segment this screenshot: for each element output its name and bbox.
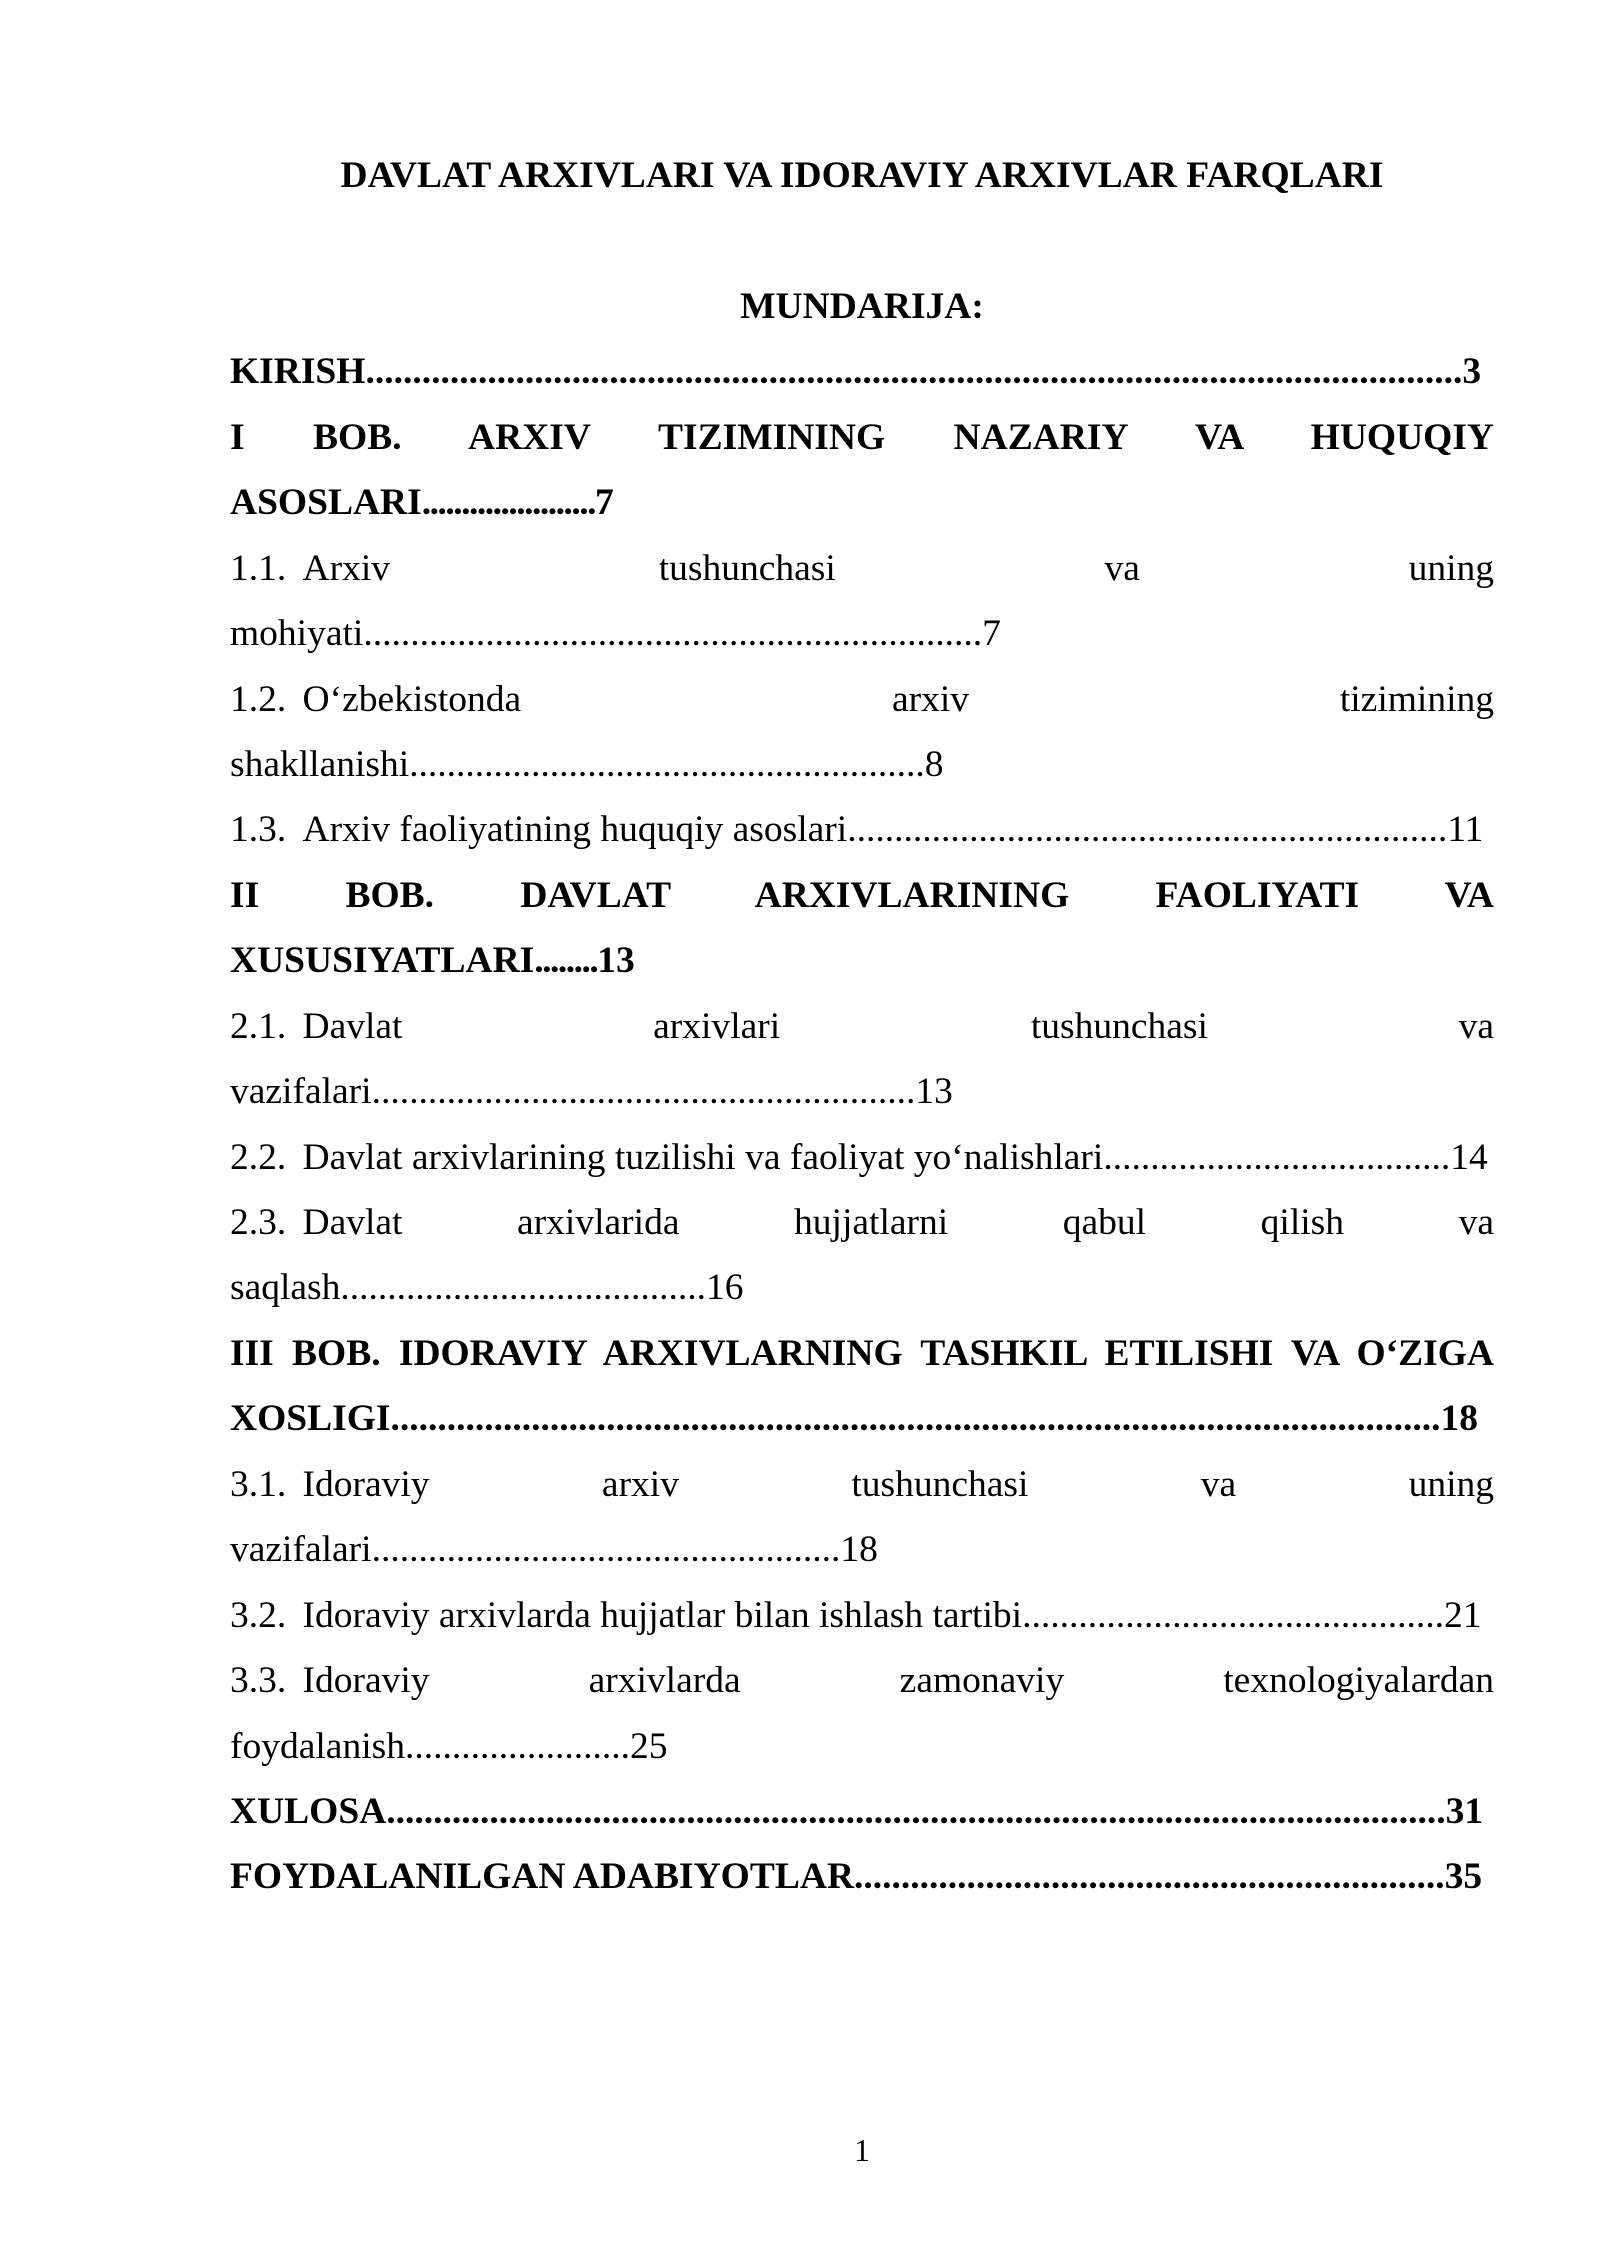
toc-section-number: 2.1.: [230, 1005, 287, 1047]
toc-dot-leader: ..........................................................: [371, 1071, 916, 1113]
toc-page-number: 35: [1444, 1856, 1483, 1898]
toc-entry-text-line: III BOB. IDORAVIY ARXIVLARNING TASHKIL ETILISHI VA O‘ZIGA: [230, 1332, 1494, 1374]
toc-entry-text: Idoraviy arxiv tushunchasi va uning: [302, 1463, 1494, 1505]
toc-entry-label: KIRISH: [230, 351, 366, 393]
toc-section-number: 1.1.: [230, 547, 287, 589]
toc-entry-text: Arxiv tushunchasi va uning: [302, 547, 1494, 589]
toc-entry-last-line: [230, 928, 1494, 993]
toc-dot-leader: .....................................: [1103, 1136, 1451, 1178]
toc-entry-references: [230, 1844, 1494, 1909]
toc-page-number: 18: [840, 1529, 878, 1571]
toc-entry-xulosa: [230, 1779, 1494, 1844]
toc-section-number: 2.2.: [230, 1136, 287, 1178]
toc-entry-2-3: [230, 1190, 1494, 1321]
toc-section-number: 3.3.: [230, 1660, 287, 1702]
toc-entry-label: shakllanishi: [230, 743, 410, 785]
toc-entry-label: vazifalari: [230, 1529, 372, 1571]
toc-dot-leader: ........................: [404, 1725, 630, 1767]
toc-dot-leader: .......................................................: [409, 743, 925, 785]
toc-entry-last-line: [230, 1255, 1494, 1320]
toc-dot-leader: ......................: [421, 482, 595, 524]
toc-dot-leader: ...............................................................: [854, 1856, 1445, 1898]
toc-page-number: 7: [982, 613, 1001, 655]
toc-entry-last-line: [230, 601, 1494, 666]
toc-entry-3-1: [230, 1452, 1494, 1583]
toc-page-number: 21: [1443, 1594, 1482, 1636]
toc-entry-label: vazifalari: [230, 1071, 372, 1113]
toc-dot-leader: ........: [534, 940, 598, 982]
toc-entry-text-line: II BOB. DAVLAT ARXIVLARINING FAOLIYATI VA: [230, 874, 1494, 916]
toc-heading: MUNDARIJA:: [740, 285, 984, 327]
toc-entry-last-line: [230, 1517, 1494, 1582]
toc-entry-text-line: [230, 536, 1494, 601]
toc-entry-kirish: [230, 339, 1494, 404]
toc-entry-label: foydalanish: [230, 1725, 405, 1767]
toc-entry-label: Davlat arxivlarining tuzilishi va faoliyat yo‘nalishlari: [302, 1136, 1104, 1178]
document-title: DAVLAT ARXIVLARI VA IDORAVIY ARXIVLAR FARQLARI: [340, 155, 1384, 196]
toc-entry-label: Arxiv faoliyatining huquqiy asoslari: [302, 809, 848, 851]
toc-page-number: 18: [1440, 1398, 1478, 1440]
toc-entry-last-line: [230, 732, 1494, 797]
toc-section-number: 3.1.: [230, 1463, 287, 1505]
toc-page-number: 16: [706, 1267, 744, 1309]
toc-entry-last-line: [230, 1386, 1494, 1451]
toc-page-number: 25: [629, 1725, 668, 1767]
toc-page-number: 7: [594, 482, 614, 524]
toc-dot-leader: .....................................................................................................................: [365, 351, 1463, 393]
toc-dot-leader: .................................................................................................................: [386, 1790, 1446, 1832]
toc-dot-leader: .............................................: [1022, 1594, 1444, 1636]
toc-page-number: 14: [1450, 1136, 1488, 1178]
toc-section-number: 1.3.: [230, 809, 287, 851]
toc-dot-leader: ..................................................................: [363, 613, 983, 655]
toc-entry-chapter-3: [230, 1321, 1494, 1452]
table-of-contents: [230, 339, 1494, 1910]
toc-entry-1-3: [230, 797, 1494, 862]
toc-entry-2-1: [230, 994, 1494, 1125]
toc-entry-last-line: [230, 470, 1494, 535]
toc-entry-text-line: [230, 1648, 1494, 1713]
toc-page-number: 31: [1445, 1790, 1484, 1832]
toc-entry-text: Davlat arxivlarida hujjatlarni qabul qilish va: [302, 1202, 1494, 1243]
toc-section-number: 2.3.: [230, 1202, 287, 1243]
toc-entry-label: mohiyati: [230, 613, 364, 655]
toc-page-number: 13: [597, 940, 635, 982]
toc-entry-text: Davlat arxivlari tushunchasi va: [302, 1005, 1494, 1047]
blank-line: [230, 208, 1494, 273]
toc-entry-label: saqlash: [230, 1267, 341, 1309]
toc-entry-chapter-2: [230, 863, 1494, 994]
document-body: [230, 143, 1494, 1910]
toc-entry-label: XUSUSIYATLARI: [230, 940, 535, 982]
toc-section-number: 1.2.: [230, 678, 287, 720]
toc-dot-leader: .......................................: [340, 1267, 707, 1309]
toc-entry-3-3: [230, 1648, 1494, 1779]
toc-entry-text-line: [230, 1452, 1494, 1517]
toc-entry-last-line: [230, 1714, 1494, 1779]
toc-entry-1-1: [230, 536, 1494, 667]
toc-entry-2-2: [230, 1125, 1494, 1190]
toc-entry-label: ASOSLARI: [230, 482, 422, 524]
toc-dot-leader: ................................................................................................................: [390, 1398, 1441, 1440]
toc-entry-label: XOSLIGI: [230, 1398, 391, 1440]
toc-page-number: 8: [924, 743, 944, 785]
toc-entry-label: Idoraviy arxivlarda hujjatlar bilan ishlash tartibi: [302, 1594, 1023, 1636]
toc-section-number: 3.2.: [230, 1594, 287, 1636]
toc-entry-text-line: [230, 994, 1494, 1059]
toc-entry-label: XULOSA: [230, 1790, 387, 1832]
toc-page-number: 13: [915, 1071, 953, 1113]
toc-entry-label: FOYDALANILGAN ADABIYOTLAR: [230, 1856, 855, 1898]
toc-entry-text: Idoraviy arxivlarda zamonaviy texnologiyalardan: [302, 1660, 1494, 1702]
toc-entry-text-line: I BOB. ARXIV TIZIMINING NAZARIY VA HUQUQIY: [230, 416, 1494, 458]
toc-entry-1-2: [230, 667, 1494, 798]
page-number: 1: [854, 2132, 870, 2168]
toc-page-number: 3: [1462, 351, 1482, 393]
toc-dot-leader: ..................................................: [371, 1529, 841, 1571]
toc-entry-text: O‘zbekistonda arxiv tizimining: [302, 678, 1494, 720]
toc-entry-3-2: [230, 1583, 1494, 1648]
toc-entry-last-line: [230, 1059, 1494, 1124]
toc-dot-leader: ................................................................: [847, 809, 1448, 851]
toc-entry-text-line: [230, 1190, 1494, 1255]
toc-entry-chapter-1: [230, 405, 1494, 536]
toc-page-number: 11: [1447, 809, 1484, 851]
toc-entry-text-line: [230, 667, 1494, 732]
